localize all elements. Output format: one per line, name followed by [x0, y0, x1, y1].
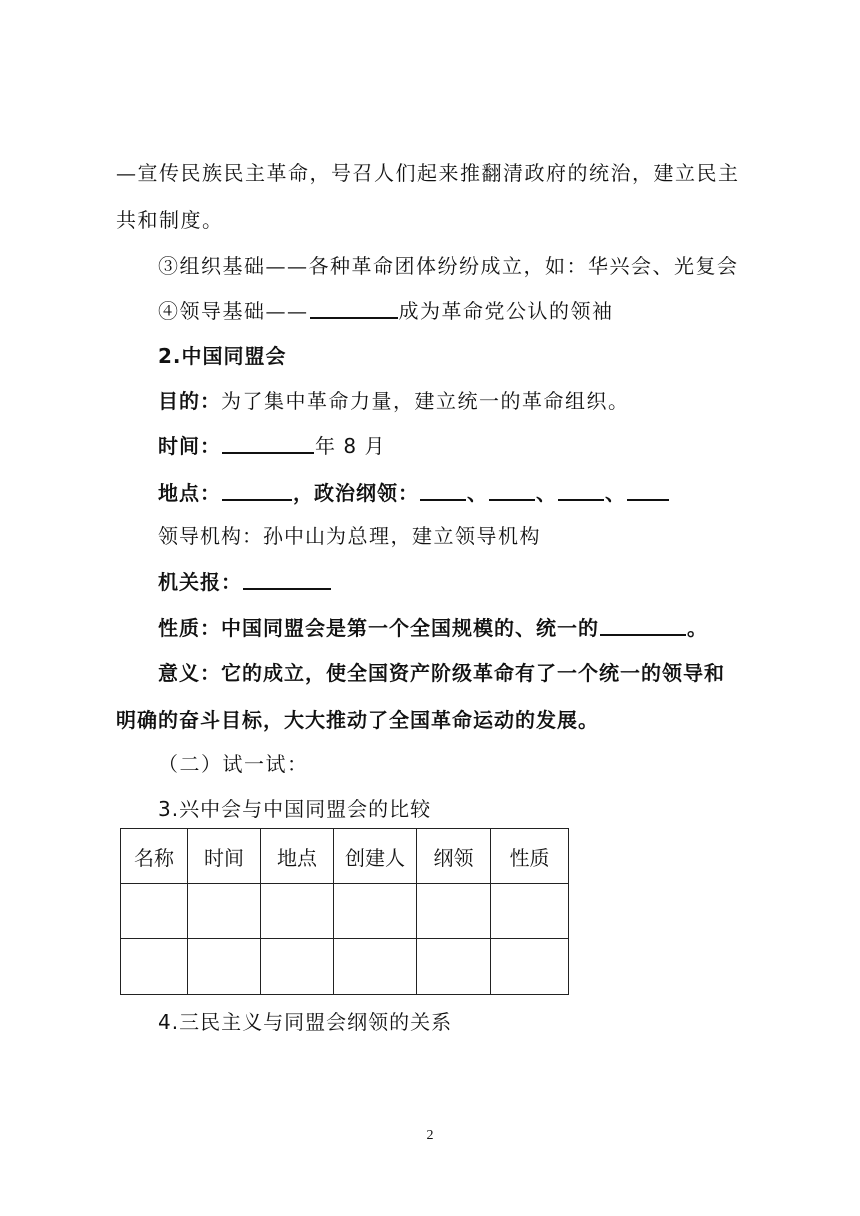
table-header-cell: 地点: [261, 829, 334, 884]
newspaper-blank[interactable]: [243, 570, 331, 590]
table-cell[interactable]: [188, 939, 261, 995]
item-organization-basis: ③组织基础——各种革命团体纷纷成立，如：华兴会、光复会: [158, 254, 739, 278]
newspaper-line: [158, 570, 332, 594]
table-cell[interactable]: [121, 884, 188, 939]
time-blank[interactable]: [222, 434, 314, 454]
time-suffix: 年 8 月: [315, 434, 386, 458]
meaning-line-2: 明确的奋斗目标，大大推动了全国革命运动的发展。: [116, 708, 599, 732]
table-cell[interactable]: [188, 884, 261, 939]
table-cell[interactable]: [121, 939, 188, 995]
separator: 、: [605, 481, 626, 505]
intro-line-1: —宣传民族民主革命，号召人们起来推翻清政府的统治，建立民主: [116, 161, 740, 185]
nature-label: 性质：中国同盟会是第一个全国规模的、统一的: [158, 616, 599, 640]
place-blank[interactable]: [222, 481, 292, 501]
leadership-suffix: 成为革命党公认的领袖: [398, 299, 614, 323]
organization-label: 领导机构：孙中山: [158, 524, 326, 548]
nature-blank[interactable]: [600, 616, 686, 636]
table-header-cell: 名称: [121, 829, 188, 884]
meaning-line-1: 意义：它的成立，使全国资产阶级革命有了一个统一的领导和: [158, 661, 725, 685]
program-blank-2[interactable]: [489, 481, 535, 501]
leader-blank[interactable]: [310, 299, 398, 319]
purpose-line: [158, 389, 630, 413]
table-cell[interactable]: [261, 884, 334, 939]
try-it-heading: （二）试一试：: [158, 752, 309, 776]
organization-text: 为总理，建立领导机构: [326, 524, 541, 548]
program-blank-1[interactable]: [420, 481, 466, 501]
program-blank-3[interactable]: [558, 481, 604, 501]
item-leadership-basis: [158, 299, 614, 323]
table-cell[interactable]: [261, 939, 334, 995]
table-cell[interactable]: [491, 939, 569, 995]
place-label: 地点：: [158, 481, 221, 505]
table-cell[interactable]: [334, 939, 417, 995]
section-4-heading: 4.三民主义与同盟会纲领的关系: [158, 1010, 453, 1034]
table-header-cell: 纲领: [417, 829, 491, 884]
page-number: 2: [426, 1128, 434, 1143]
place-program-line: [158, 481, 670, 505]
section-3-heading: 3.兴中会与中国同盟会的比较: [158, 797, 432, 821]
nature-line: [158, 616, 708, 640]
table-header-cell: 性质: [491, 829, 569, 884]
section-2-heading: 2.中国同盟会: [158, 344, 287, 368]
table-header-row: [121, 829, 569, 884]
nature-end: 。: [687, 616, 708, 640]
time-label: 时间：: [158, 434, 221, 458]
intro-line-2: 共和制度。: [116, 208, 224, 232]
table-cell[interactable]: [417, 884, 491, 939]
time-line: [158, 434, 385, 458]
table-cell[interactable]: [491, 884, 569, 939]
separator: 、: [536, 481, 557, 505]
leadership-prefix: ④领导基础——: [158, 299, 309, 323]
purpose-label: 目的：: [158, 389, 221, 413]
organization-line: [158, 524, 541, 548]
table-cell[interactable]: [417, 939, 491, 995]
newspaper-label: 机关报：: [158, 570, 242, 594]
program-label: ，政治纲领：: [293, 481, 419, 505]
table-row: [121, 939, 569, 995]
table-header-cell: 创建人: [334, 829, 417, 884]
table-cell[interactable]: [334, 884, 417, 939]
table-header-cell: 时间: [188, 829, 261, 884]
table-row: [121, 884, 569, 939]
purpose-text: 为了集中革命力量，建立统一的革命组织。: [221, 389, 630, 413]
separator: 、: [467, 481, 488, 505]
program-blank-4[interactable]: [627, 481, 669, 501]
comparison-table: [120, 828, 569, 995]
